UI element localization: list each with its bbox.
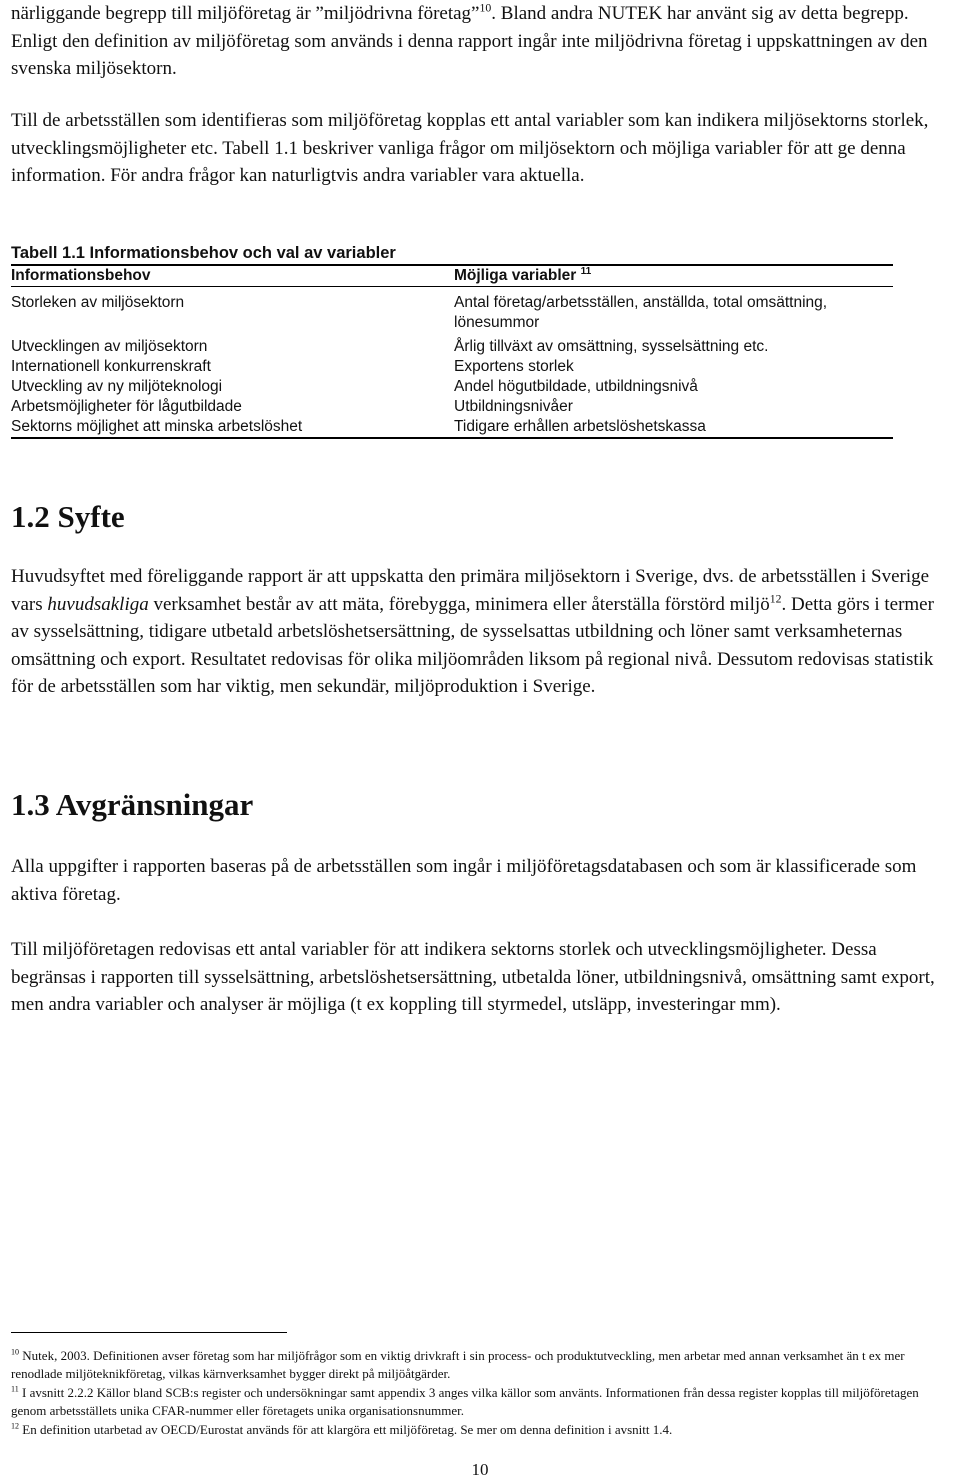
table-header-row [11, 266, 893, 287]
footnotes [11, 1347, 956, 1440]
table-cell-need: Internationell konkurrenskraft [11, 358, 211, 375]
section-heading-syfte: 1.2 Syfte [11, 499, 125, 534]
table-cell-need: Utveckling av ny miljöteknologi [11, 378, 223, 395]
footnote-ref-10[interactable]: 10 [479, 1, 492, 15]
footnote-text: I avsnitt 2.2.2 Källor bland SCB:s register och undersökningar samt appendix 3 anges vilka källor som använts. Informationen från dessa register kopplas till miljöföretagen genom arbetsställets unika CFAR-nummer eller företagets unika organisationsnummer. [11, 1385, 919, 1418]
table-cell-need: Arbetsmöjligheter för lågutbildade [11, 398, 242, 415]
header-mojliga-variabler-label: Möjliga variabler [454, 267, 577, 284]
footnote-number: 10 [11, 1347, 20, 1357]
footnote-11 [11, 1384, 956, 1420]
table-cell-need: Storleken av miljösektorn [11, 294, 185, 311]
table-cell-variables: Andel högutbildade, utbildningsnivå [454, 378, 698, 395]
table-cell-variables: Utbildningsnivåer [454, 398, 573, 415]
page-number: 10 [471, 1460, 489, 1479]
table-cell-need: Sektorns möjlighet att minska arbetslöshet [11, 418, 303, 435]
footnote-divider [11, 1332, 287, 1333]
syfte-text-2: verksamhet består av att mäta, förebygga, minimera eller återställa förstörd miljö [148, 593, 770, 615]
table-cell-variables: Antal företag/arbetsställen, anställda, total omsättning, lönesummor [454, 294, 828, 331]
footnote-ref-11[interactable]: 11 [580, 265, 592, 277]
table-cell-variables: Tidigare erhållen arbetslöshetskassa [454, 418, 706, 435]
intro-text-2: . Bland andra NUTEK har använt sig av detta begrepp. Enligt den definition av miljöföretag som används i denna rapport ingår inte miljödrivna företag i uppskattningen av den svenska miljösektorn. [11, 3, 928, 79]
table-cell-need: Utvecklingen av miljösektorn [11, 338, 208, 355]
syfte-paragraph [11, 563, 956, 701]
table-cell-variables: Exportens storlek [454, 358, 574, 375]
intro-text-1: närliggande begrepp till miljöföretag är ”miljödrivna företag” [11, 3, 480, 24]
avgransningar-paragraph-1: Alla uppgifter i rapporten baseras på de arbetsställen som ingår i miljöföretagsdatabasen och som är klassificerade som aktiva företag. [11, 856, 917, 905]
footnote-ref-12[interactable]: 12 [769, 592, 782, 606]
avgransningar-paragraph-2: Till miljöföretagen redovisas ett antal variabler för att indikera sektorns storlek och utvecklingsmöjligheter. Dessa begränsas i rapporten till sysselsättning, arbetslöshetsersättning, utbetalda löner, utbildningsnivå, omsättning samt export, men andra variabler och analyser är möjliga (t ex koppling till styrmedel, utsläpp, investeringar mm). [11, 939, 935, 1015]
footnote-number: 12 [11, 1421, 20, 1431]
table-cell-variables: Årlig tillväxt av omsättning, sysselsättning etc. [454, 338, 769, 355]
table-intro-paragraph: Till de arbetsställen som identifieras som miljöföretag kopplas ett antal variabler som kan indikera miljösektorns storlek, utvecklingsmöjligheter etc. Tabell 1.1 beskriver vanliga frågor om miljösektorn och möjliga variabler för att ge denna information. För andra frågor kan naturligtvis andra variabler vara aktuella. [11, 110, 929, 186]
table-row [11, 377, 893, 397]
syfte-emphasis: huvudsakliga [47, 593, 149, 615]
table-row [11, 293, 893, 333]
header-mojliga-variabler [454, 266, 893, 286]
syfte-text-1: Huvudsyftet med föreliggande rapport är att uppskatta den primära miljösektorn i Sverige, dvs. de arbetsställen i Sverige vars [11, 566, 930, 615]
table-caption: Tabell 1.1 Informationsbehov och val av variabler [11, 244, 396, 262]
intro-paragraph [11, 0, 956, 83]
footnote-text: En definition utarbetad av OECD/Eurostat används för att klargöra ett miljöföretag. Se mer om denna definition i avsnitt 1.4. [22, 1422, 673, 1437]
syfte-text-3: . Detta görs i termer av sysselsättning, tidigare utbetald arbetslöshetsersättning, de sysselsattas utbildning och löner samt verksamheternas omsättning och export. Resultatet redovisas för olika miljöområden liksom på regional nivå. Dessutom redovisas statistik för de arbetsställen som har viktig, men sekundär, miljöproduktion i Sverige. [11, 593, 934, 697]
table-row [11, 397, 893, 417]
table-row [11, 357, 893, 377]
footnote-10 [11, 1347, 956, 1383]
footnote-number: 11 [11, 1384, 19, 1394]
footnote-12 [11, 1421, 956, 1439]
table-row [11, 417, 893, 437]
variables-table [11, 264, 893, 439]
table-row [11, 337, 893, 357]
section-heading-avgransningar: 1.3 Avgränsningar [11, 787, 254, 822]
footnote-text: Nutek, 2003. Definitionen avser företag som har miljöfrågor som en viktig drivkraft i sin process- och produktutveckling, men arbetar med annan verksamhet än t ex mer renodlade miljöteknikföretag, vilkas kärnverksamhet bygger direkt på miljöåtgärder. [11, 1348, 905, 1381]
header-informationsbehov: Informationsbehov [11, 267, 151, 284]
